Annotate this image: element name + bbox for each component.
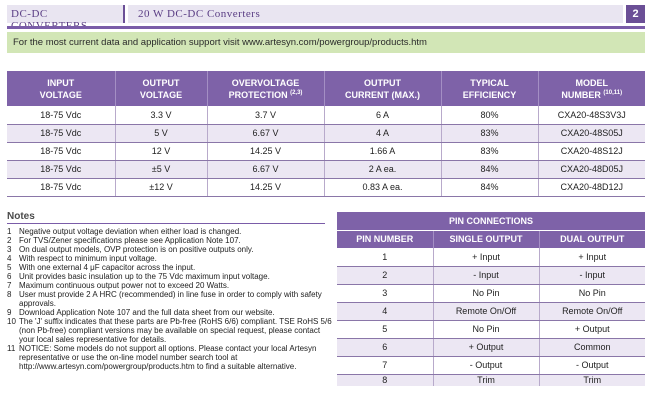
spec-table-cell: 12 V xyxy=(115,142,207,160)
pin-table-caption: PIN CONNECTIONS xyxy=(337,212,645,230)
note-item xyxy=(7,281,333,290)
spec-table-cell: 2 A ea. xyxy=(324,160,441,178)
spec-table-cell: 84% xyxy=(441,160,538,178)
pin-connections-table xyxy=(337,212,645,386)
spec-table-row xyxy=(7,106,645,124)
pin-table-cell: - Output xyxy=(539,356,645,374)
note-text: User must provide 2 A HRC (recommended) in line fuse in order to comply with safety approvals. xyxy=(19,290,322,308)
header-rule xyxy=(7,26,645,29)
note-number: 7 xyxy=(7,281,12,290)
pin-table-row xyxy=(337,320,645,338)
pin-table-cell: + Output xyxy=(539,320,645,338)
note-text: Unit provides basic insulation up to the 75 Vdc maximum input voltage. xyxy=(19,272,270,281)
spec-table-cell: CXA20-48S12J xyxy=(538,142,645,160)
note-number: 6 xyxy=(7,272,12,281)
note-item xyxy=(7,344,333,371)
pin-table-cell: + Input xyxy=(433,248,539,266)
note-number: 9 xyxy=(7,308,12,317)
pin-table-cell: + Output xyxy=(433,338,539,356)
pin-table-cell: 4 xyxy=(337,302,433,320)
note-item xyxy=(7,308,333,317)
spec-table-cell: 83% xyxy=(441,142,538,160)
spec-table-cell: 6.67 V xyxy=(207,124,324,142)
col-output-voltage: OUTPUT VOLTAGE xyxy=(115,71,207,106)
spec-table-cell: 3.3 V xyxy=(115,106,207,124)
spec-table-cell: CXA20-48S05J xyxy=(538,124,645,142)
support-banner: For the most current data and application support visit www.artesyn.com/powergroup/products.htm xyxy=(7,32,645,53)
note-number: 10 xyxy=(7,317,16,326)
spec-table-cell: 14.25 V xyxy=(207,142,324,160)
pin-table-row xyxy=(337,374,645,386)
spec-table-cell: 18-75 Vdc xyxy=(7,160,115,178)
note-number: 8 xyxy=(7,290,12,299)
spec-table-cell: 1.66 A xyxy=(324,142,441,160)
pin-table-cell: 5 xyxy=(337,320,433,338)
note-item xyxy=(7,236,333,245)
spec-table-cell: 18-75 Vdc xyxy=(7,124,115,142)
spec-table-cell: CXA20-48S3V3J xyxy=(538,106,645,124)
spec-table-row xyxy=(7,124,645,142)
spec-table-cell: 80% xyxy=(441,106,538,124)
pin-table-cell: Trim xyxy=(433,374,539,386)
note-number: 4 xyxy=(7,254,12,263)
pin-table-cell: 2 xyxy=(337,266,433,284)
col-dual-output: DUAL OUTPUT xyxy=(539,230,645,248)
pin-table-row xyxy=(337,338,645,356)
note-number: 5 xyxy=(7,263,12,272)
spec-table-cell: 83% xyxy=(441,124,538,142)
col-pin-number: PIN NUMBER xyxy=(337,230,433,248)
spec-table-cell: 18-75 Vdc xyxy=(7,106,115,124)
note-item xyxy=(7,317,333,344)
pin-table-cell: + Input xyxy=(539,248,645,266)
note-text: With respect to minimum input voltage. xyxy=(19,254,157,263)
col-input-voltage: INPUT VOLTAGE xyxy=(7,71,115,106)
spec-table-row xyxy=(7,160,645,178)
note-number: 2 xyxy=(7,236,12,245)
spec-table-cell: 3.7 V xyxy=(207,106,324,124)
spec-table-row xyxy=(7,178,645,196)
notes-title: Notes xyxy=(7,211,35,222)
note-item xyxy=(7,263,333,272)
section-title: DC-DC xyxy=(7,5,125,23)
pin-table-cell: Remote On/Off xyxy=(539,302,645,320)
notes-rule xyxy=(7,223,325,224)
spec-table-cell: ±12 V xyxy=(115,178,207,196)
note-item xyxy=(7,254,333,263)
pin-table-cell: Common xyxy=(539,338,645,356)
spec-table-row xyxy=(7,142,645,160)
note-text: The 'J' suffix indicates that these parts are Pb-free (RoHS 6/6) compliant. TSE RoHS 5/6 (non Pb-free) compliant versions may be available on special request, please contact your local sales representative for details. xyxy=(19,317,332,344)
note-text: NOTICE: Some models do not support all options. Please contact your local Artesyn representative or use the on-line model number search tool at http://www.artesyn.com/powergroup/products.htm to find a suitable alternative. xyxy=(19,344,317,371)
note-item xyxy=(7,245,333,254)
pin-table-cell: No Pin xyxy=(433,320,539,338)
pin-table-cell: 7 xyxy=(337,356,433,374)
notes-list xyxy=(7,227,333,371)
note-number: 3 xyxy=(7,245,12,254)
pin-table-row xyxy=(337,266,645,284)
spec-table-cell: 6 A xyxy=(324,106,441,124)
spec-table-cell: 0.83 A ea. xyxy=(324,178,441,196)
note-item xyxy=(7,290,333,308)
spec-table-cell: 84% xyxy=(441,178,538,196)
pin-table-cell: 6 xyxy=(337,338,433,356)
page-number: 2 xyxy=(626,5,645,23)
note-text: Maximum continuous output power not to exceed 20 Watts. xyxy=(19,281,230,290)
pin-table-cell: No Pin xyxy=(433,284,539,302)
pin-table-cell: 1 xyxy=(337,248,433,266)
pin-table-row xyxy=(337,302,645,320)
col-overvoltage-protection: OVERVOLTAGE PROTECTION $^{(2,3)}$ xyxy=(207,71,324,106)
pin-table-cell: 3 xyxy=(337,284,433,302)
page-header xyxy=(0,0,652,29)
note-item xyxy=(7,272,333,281)
pin-table-cell: Remote On/Off xyxy=(433,302,539,320)
pin-table-cell: No Pin xyxy=(539,284,645,302)
note-text: With one external 4 μF capacitor across the input. xyxy=(19,263,196,272)
spec-table-cell: 4 A xyxy=(324,124,441,142)
pin-table-row xyxy=(337,248,645,266)
pin-table-cell: - Output xyxy=(433,356,539,374)
spec-table-cell: ±5 V xyxy=(115,160,207,178)
pin-table-row xyxy=(337,356,645,374)
pin-table-cell: - Input xyxy=(539,266,645,284)
pin-table-cell: - Input xyxy=(433,266,539,284)
spec-table-cell: 18-75 Vdc xyxy=(7,142,115,160)
pin-table-cell: 8 xyxy=(337,374,433,386)
spec-table-cell: CXA20-48D12J xyxy=(538,178,645,196)
document-title: 20 W DC-DC Converters xyxy=(128,5,623,23)
spec-table-header xyxy=(7,71,645,106)
col-model-number: MODEL NUMBER $^{(10,11)}$ xyxy=(538,71,645,106)
spec-table-cell: CXA20-48D05J xyxy=(538,160,645,178)
spec-table-cell: 14.25 V xyxy=(207,178,324,196)
note-text: Negative output voltage deviation when either load is changed. xyxy=(19,227,242,236)
pin-table-row xyxy=(337,284,645,302)
col-output-current: OUTPUT CURRENT (MAX.) xyxy=(324,71,441,106)
spec-table xyxy=(7,71,645,197)
note-number: 1 xyxy=(7,227,12,236)
note-item xyxy=(7,227,333,236)
note-text: For TVS/Zener specifications please see Application Note 107. xyxy=(19,236,241,245)
col-typical-efficiency: TYPICAL EFFICIENCY xyxy=(441,71,538,106)
col-single-output: SINGLE OUTPUT xyxy=(433,230,539,248)
spec-table-cell: 6.67 V xyxy=(207,160,324,178)
pin-table-cell: Trim xyxy=(539,374,645,386)
note-text: On dual output models, OVP protection is on positive outputs only. xyxy=(19,245,254,254)
spec-table-cell: 18-75 Vdc xyxy=(7,178,115,196)
note-number: 11 xyxy=(7,344,16,353)
note-text: Download Application Note 107 and the full data sheet from our website. xyxy=(19,308,275,317)
spec-table-cell: 5 V xyxy=(115,124,207,142)
